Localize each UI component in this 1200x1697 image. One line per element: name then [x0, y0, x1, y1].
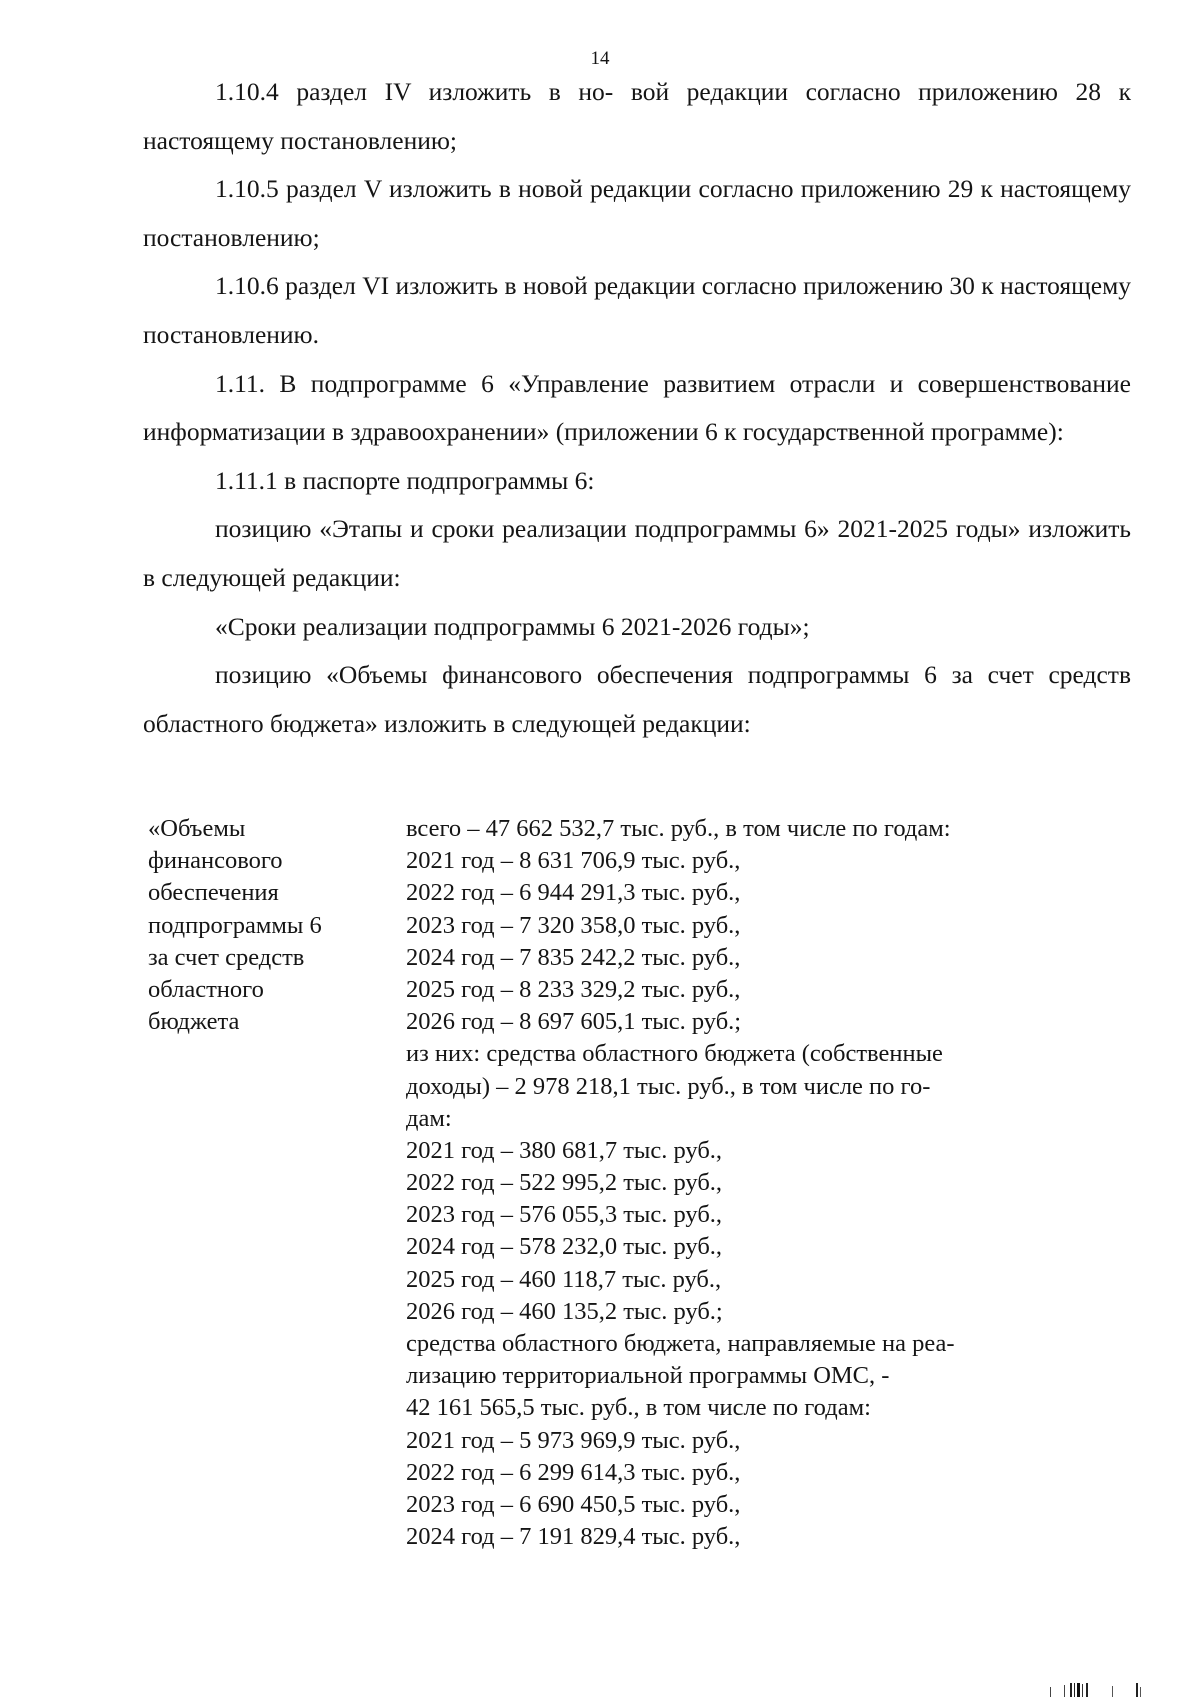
document-body: [143, 68, 1131, 748]
page-number: 14: [590, 48, 610, 69]
funding-year-line: 2025 год – 8 233 329,2 тыс. руб.,: [406, 975, 741, 1003]
oms-line: 42 161 565,5 тыс. руб., в том числе по годам:: [406, 1394, 871, 1422]
own-revenue-year-line: 2025 год – 460 118,7 тыс. руб.,: [406, 1265, 722, 1293]
oms-line: средства областного бюджета, направляемые на реа-: [406, 1330, 955, 1357]
own-revenue-line: из них: средства областного бюджета (собственные: [406, 1040, 943, 1068]
funding-year-line: 2022 год – 6 944 291,3 тыс. руб.,: [406, 879, 741, 907]
paragraph-funding-position: позицию «Объемы финансового обеспечения подпрограммы 6 за счет средств областного бюджета» изложить в следующей редакции:: [143, 660, 1131, 738]
own-revenue-year-line: 2021 год – 380 681,7 тыс. руб.,: [406, 1136, 723, 1164]
paragraph-1-11-1: 1.11.1 в паспорте подпрограммы 6:: [215, 465, 595, 495]
oms-year-line: 2023 год – 6 690 450,5 тыс. руб.,: [406, 1490, 741, 1518]
label-line: обеспечения: [148, 879, 279, 907]
oms-year-line: 2021 год – 5 973 969,9 тыс. руб.,: [406, 1426, 741, 1454]
funding-year-line: 2021 год – 8 631 706,9 тыс. руб.,: [406, 847, 741, 875]
label-line: подпрограммы 6: [148, 911, 322, 939]
funding-year-line: 2026 год – 8 697 605,1 тыс. руб.;: [406, 1008, 742, 1036]
paragraph-1-11: 1.11. В подпрограмме 6 «Управление развитием отрасли и совершенствование информатизации в здравоохранении» (приложении 6 к государственной программе):: [143, 368, 1131, 447]
funding-year-line: 2024 год – 7 835 242,2 тыс. руб.,: [406, 943, 741, 971]
funding-table-value-column: [406, 813, 1066, 1553]
paragraph-terms-quote: «Сроки реализации подпрограммы 6 2021-2026 годы»;: [215, 611, 810, 641]
label-line: финансового: [148, 847, 283, 875]
paragraph-1-10-4: 1.10.4 раздел IV изложить в но- вой редакции согласно приложению 28 к настоящему постановлению;: [143, 77, 1131, 155]
paragraph-1-10-5: 1.10.5 раздел V изложить в новой редакции согласно приложению 29 к настоящему постановлению;: [143, 174, 1131, 252]
scan-barcode-mark: [1040, 1683, 1160, 1697]
label-line: бюджета: [148, 1008, 240, 1036]
oms-year-line: 2024 год – 7 191 829,4 тыс. руб.,: [406, 1523, 741, 1551]
label-line: за счет средств: [148, 943, 305, 971]
paragraph-1-10-6: 1.10.6 раздел VI изложить в новой редакции согласно приложению 30 к настоящему постановлению.: [143, 271, 1131, 349]
label-line: «Объемы: [148, 815, 246, 842]
funding-year-line: 2023 год – 7 320 358,0 тыс. руб.,: [406, 911, 741, 939]
label-line: областного: [148, 975, 264, 1003]
oms-line: лизацию территориальной программы ОМС, -: [406, 1362, 890, 1390]
funding-table-label-column: [148, 813, 388, 1038]
funding-total-line: всего – 47 662 532,7 тыс. руб., в том числе по годам:: [406, 815, 951, 842]
own-revenue-year-line: 2026 год – 460 135,2 тыс. руб.;: [406, 1297, 723, 1325]
oms-year-line: 2022 год – 6 299 614,3 тыс. руб.,: [406, 1458, 741, 1486]
own-revenue-year-line: 2023 год – 576 055,3 тыс. руб.,: [406, 1201, 723, 1229]
own-revenue-year-line: 2024 год – 578 232,0 тыс. руб.,: [406, 1233, 723, 1261]
own-revenue-line: доходы) – 2 978 218,1 тыс. руб., в том числе по го-: [406, 1072, 931, 1100]
own-revenue-year-line: 2022 год – 522 995,2 тыс. руб.,: [406, 1169, 723, 1197]
own-revenue-line: дам:: [406, 1104, 452, 1132]
paragraph-stages-position: позицию «Этапы и сроки реализации подпрограммы 6» 2021-2025 годы» изложить в следующей редакции:: [143, 514, 1131, 592]
